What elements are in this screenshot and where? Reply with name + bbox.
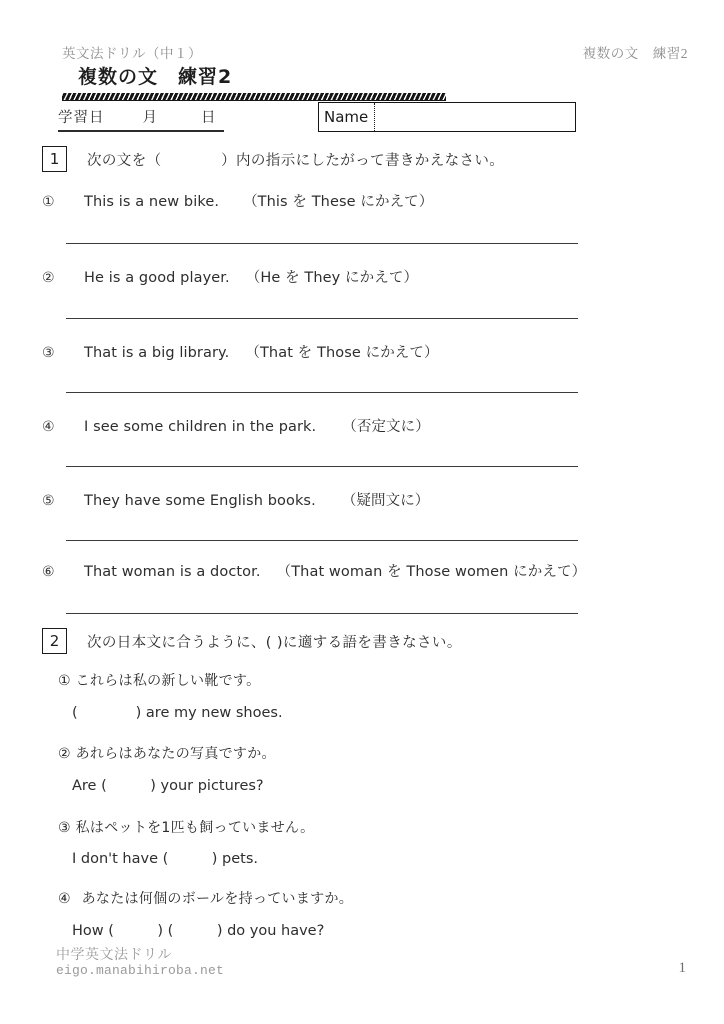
question-japanese-text: 私はペットを1匹も飼っていません。	[75, 820, 315, 836]
question-1-4	[42, 415, 430, 436]
question-marker: ②	[58, 746, 71, 762]
page-title	[62, 62, 446, 101]
question-hint: （That を Those にかえて）	[245, 345, 439, 361]
question-hint: （疑問文に）	[341, 493, 430, 509]
question-2-1-english[interactable]: ( ) are my new shoes.	[72, 705, 283, 721]
question-hint: （否定文に）	[342, 419, 430, 435]
answer-line-1-6[interactable]	[66, 613, 578, 614]
footer-site-name: 中学英文法ドリル	[56, 948, 172, 963]
question-sentence: He is a good player.	[84, 270, 230, 286]
question-1-6	[42, 560, 586, 581]
study-date-double-underline	[58, 131, 224, 132]
question-marker: ④	[42, 419, 55, 435]
study-date-day-label: 日	[201, 110, 216, 126]
question-2-2-english[interactable]: Are ( ) your pictures?	[72, 778, 264, 794]
question-sentence: That is a big library.	[84, 345, 230, 361]
question-marker: ④	[58, 891, 71, 907]
section-1-number: 1	[42, 146, 67, 172]
question-sentence: That woman is a doctor.	[84, 564, 261, 580]
footer-site-url: eigo.manabihiroba.net	[56, 963, 225, 978]
title-hatched-rule	[62, 93, 446, 101]
question-marker: ①	[42, 194, 55, 210]
section-1-heading	[42, 146, 504, 172]
question-marker: ①	[58, 673, 71, 689]
question-japanese-text: あなたは何個のボールを持っていますか。	[81, 891, 354, 907]
question-2-2-japanese	[58, 743, 276, 763]
page-title-text: 複数の文 練習2	[78, 66, 233, 88]
page-number: 1	[678, 960, 686, 976]
question-sentence: I see some children in the park.	[84, 419, 317, 435]
running-head-right: 複数の文 練習2	[582, 46, 688, 61]
question-marker: ③	[58, 820, 71, 836]
question-hint: （This を These にかえて）	[243, 194, 434, 210]
name-box-label: Name	[319, 103, 375, 131]
section-1-instruction: 次の文を（ ）内の指示にしたがって書きかえなさい。	[87, 152, 505, 169]
study-date-month-label: 月	[142, 110, 157, 126]
answer-line-1-4[interactable]	[66, 466, 578, 467]
question-hint: （That woman を Those women にかえて）	[276, 564, 587, 580]
section-2-instruction: 次の日本文に合うように、( )に適する語を書きなさい。	[87, 634, 462, 651]
question-2-3-japanese	[58, 817, 314, 837]
question-1-2	[42, 266, 418, 287]
question-marker: ⑥	[42, 564, 55, 580]
name-box[interactable]	[318, 102, 576, 132]
question-hint: （He を They にかえて）	[245, 270, 419, 286]
question-japanese-text: あれらはあなたの写真ですか。	[75, 746, 276, 762]
question-2-4-japanese	[58, 888, 353, 908]
question-2-4-english[interactable]: How ( ) ( ) do you have?	[72, 923, 325, 939]
answer-line-1-1[interactable]	[66, 243, 578, 244]
question-2-3-english[interactable]: I don't have ( ) pets.	[72, 851, 259, 867]
section-2-heading	[42, 628, 462, 654]
answer-line-1-2[interactable]	[66, 318, 578, 319]
section-2-number: 2	[42, 628, 67, 654]
question-1-3	[42, 341, 439, 362]
question-1-5	[42, 489, 429, 510]
running-head-left: 英文法ドリル（中１）	[62, 46, 202, 61]
study-date-field[interactable]	[58, 106, 224, 131]
question-marker: ②	[42, 270, 55, 286]
question-sentence: This is a new bike.	[84, 194, 220, 210]
name-input[interactable]	[375, 103, 575, 131]
answer-line-1-3[interactable]	[66, 392, 578, 393]
question-marker: ⑤	[42, 493, 55, 509]
question-2-1-japanese	[58, 670, 260, 690]
question-japanese-text: これらは私の新しい靴です。	[75, 673, 261, 689]
answer-line-1-5[interactable]	[66, 540, 578, 541]
question-sentence: They have some English books.	[84, 493, 316, 509]
question-marker: ③	[42, 345, 55, 361]
question-1-1	[42, 190, 433, 211]
study-date-label: 学習日	[58, 110, 105, 126]
